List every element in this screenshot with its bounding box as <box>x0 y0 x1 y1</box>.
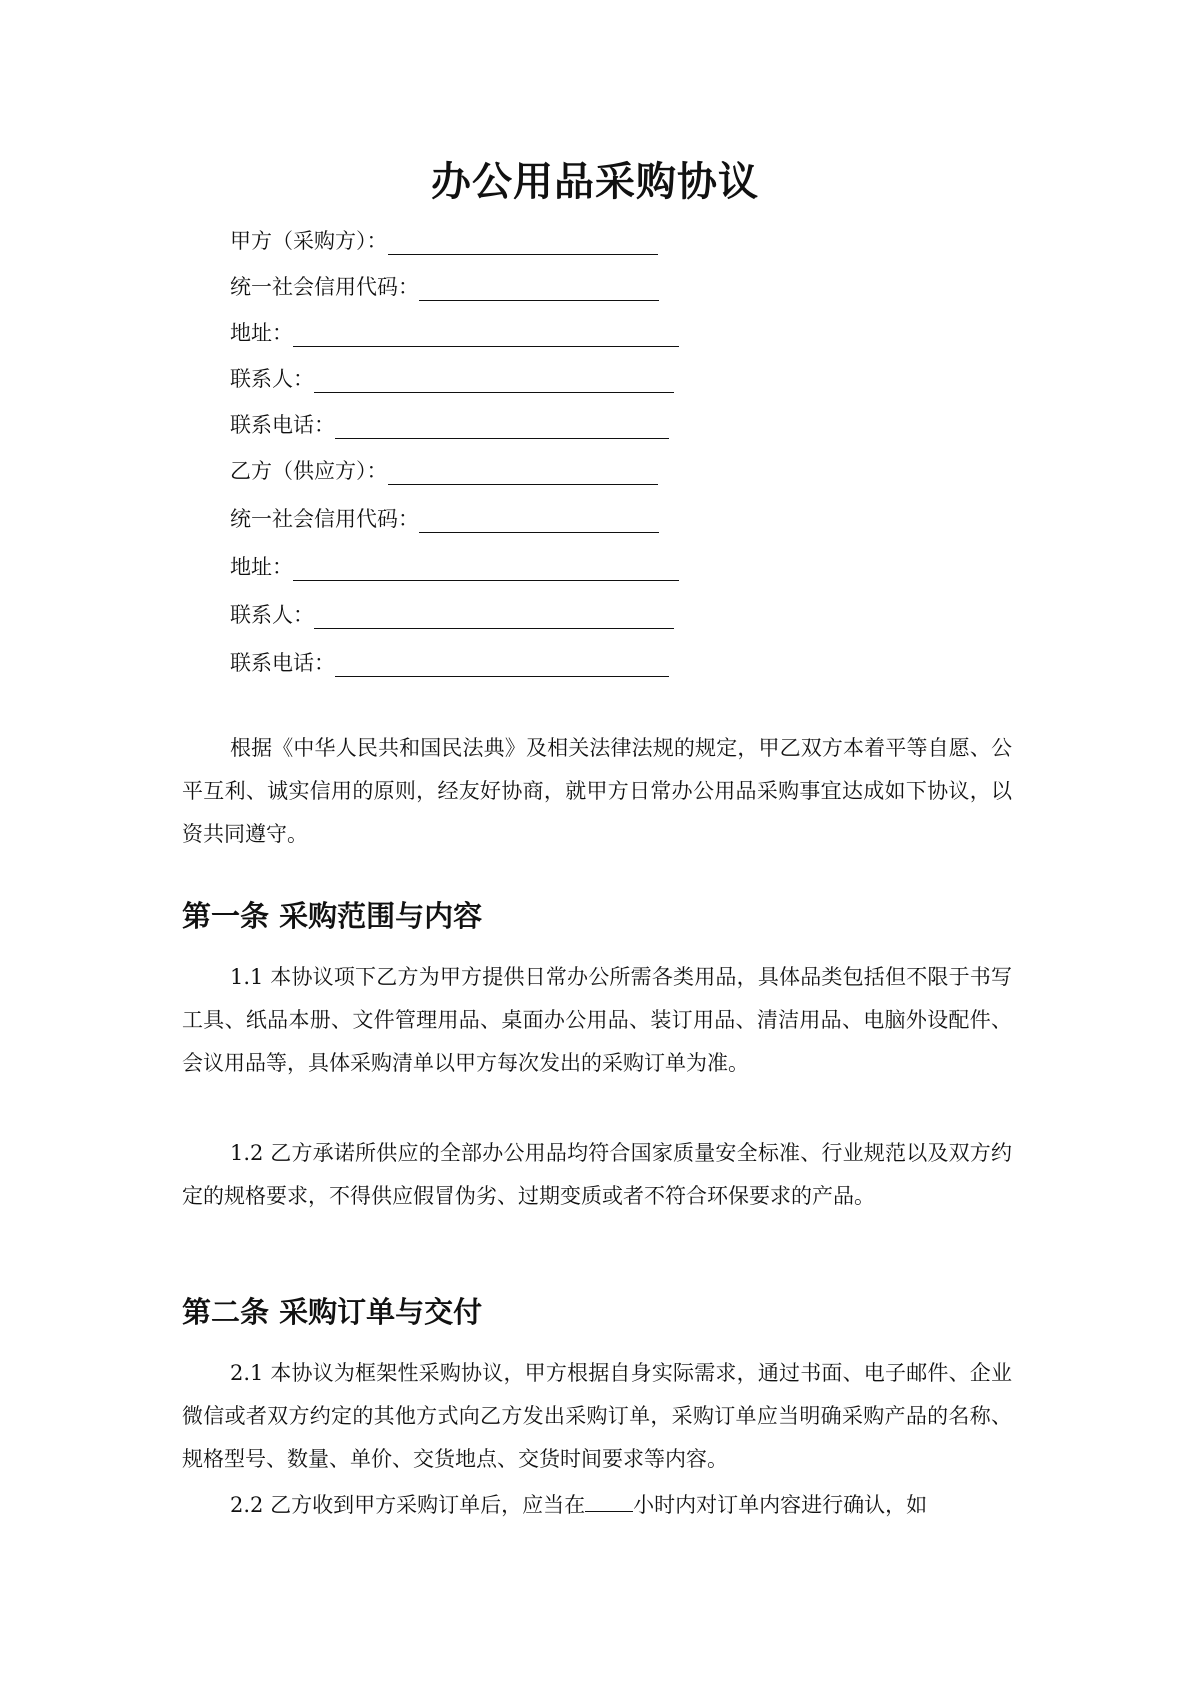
fill-blank[interactable] <box>314 604 674 629</box>
party-a-contact-line <box>230 362 674 396</box>
field-label: 联系人： <box>230 367 314 391</box>
field-label: 联系人： <box>230 603 314 627</box>
fill-blank[interactable] <box>419 276 659 301</box>
party-a-credit-code-line <box>230 270 659 304</box>
party-b-phone-line <box>230 646 669 680</box>
field-label: 甲方（采购方）： <box>230 229 388 253</box>
field-label: 联系电话： <box>230 651 335 675</box>
field-label: 乙方（供应方）： <box>230 459 388 483</box>
fill-blank[interactable] <box>293 556 679 581</box>
hours-blank[interactable] <box>585 1489 633 1512</box>
section-heading-1: 第一条 采购范围与内容 <box>182 899 483 933</box>
party-a-address-line <box>230 316 679 350</box>
clause-1-1: 1.1 本协议项下乙方为甲方提供日常办公所需各类用品，具体品类包括但不限于书写工具、纸品本册、文件管理用品、桌面办公用品、装订用品、清洁用品、电脑外设配件、会议用品等，具体采购清单以甲方每次发出的采购订单为准。 <box>182 965 1012 1075</box>
clause-2-2 <box>182 1484 1012 1527</box>
party-b-contact-line <box>230 598 674 632</box>
field-label: 地址： <box>230 321 293 345</box>
clause-2-2-before: 2.2 乙方收到甲方采购订单后，应当在 <box>230 1493 586 1517</box>
preamble-paragraph: 根据《中华人民共和国民法典》及相关法律法规的规定，甲乙双方本着平等自愿、公平互利、诚实信用的原则，经友好协商，就甲方日常办公用品采购事宜达成如下协议，以资共同遵守。 <box>182 736 1012 846</box>
party-b-name-line <box>230 454 658 488</box>
field-label: 统一社会信用代码： <box>230 275 419 299</box>
section-heading-2: 第二条 采购订单与交付 <box>182 1295 483 1329</box>
field-label: 地址： <box>230 555 293 579</box>
fill-blank[interactable] <box>293 322 679 347</box>
fill-blank[interactable] <box>314 368 674 393</box>
clause-1-2: 1.2 乙方承诺所供应的全部办公用品均符合国家质量安全标准、行业规范以及双方约定的规格要求，不得供应假冒伪劣、过期变质或者不符合环保要求的产品。 <box>182 1141 1012 1208</box>
party-a-phone-line <box>230 408 669 442</box>
clause-2-1: 2.1 本协议为框架性采购协议，甲方根据自身实际需求，通过书面、电子邮件、企业微信或者双方约定的其他方式向乙方发出采购订单，采购订单应当明确采购产品的名称、规格型号、数量、单价、交货地点、交货时间要求等内容。 <box>182 1361 1012 1471</box>
fill-blank[interactable] <box>419 508 659 533</box>
fill-blank[interactable] <box>388 460 658 485</box>
field-label: 统一社会信用代码： <box>230 507 419 531</box>
fill-blank[interactable] <box>388 230 658 255</box>
fill-blank[interactable] <box>335 414 669 439</box>
document-title: 办公用品采购协议 <box>431 159 759 205</box>
party-b-address-line <box>230 550 679 584</box>
party-a-name-line <box>230 224 658 258</box>
field-label: 联系电话： <box>230 413 335 437</box>
clause-2-2-after: 小时内对订单内容进行确认，如 <box>633 1493 928 1517</box>
fill-blank[interactable] <box>335 652 669 677</box>
party-b-credit-code-line <box>230 502 659 536</box>
